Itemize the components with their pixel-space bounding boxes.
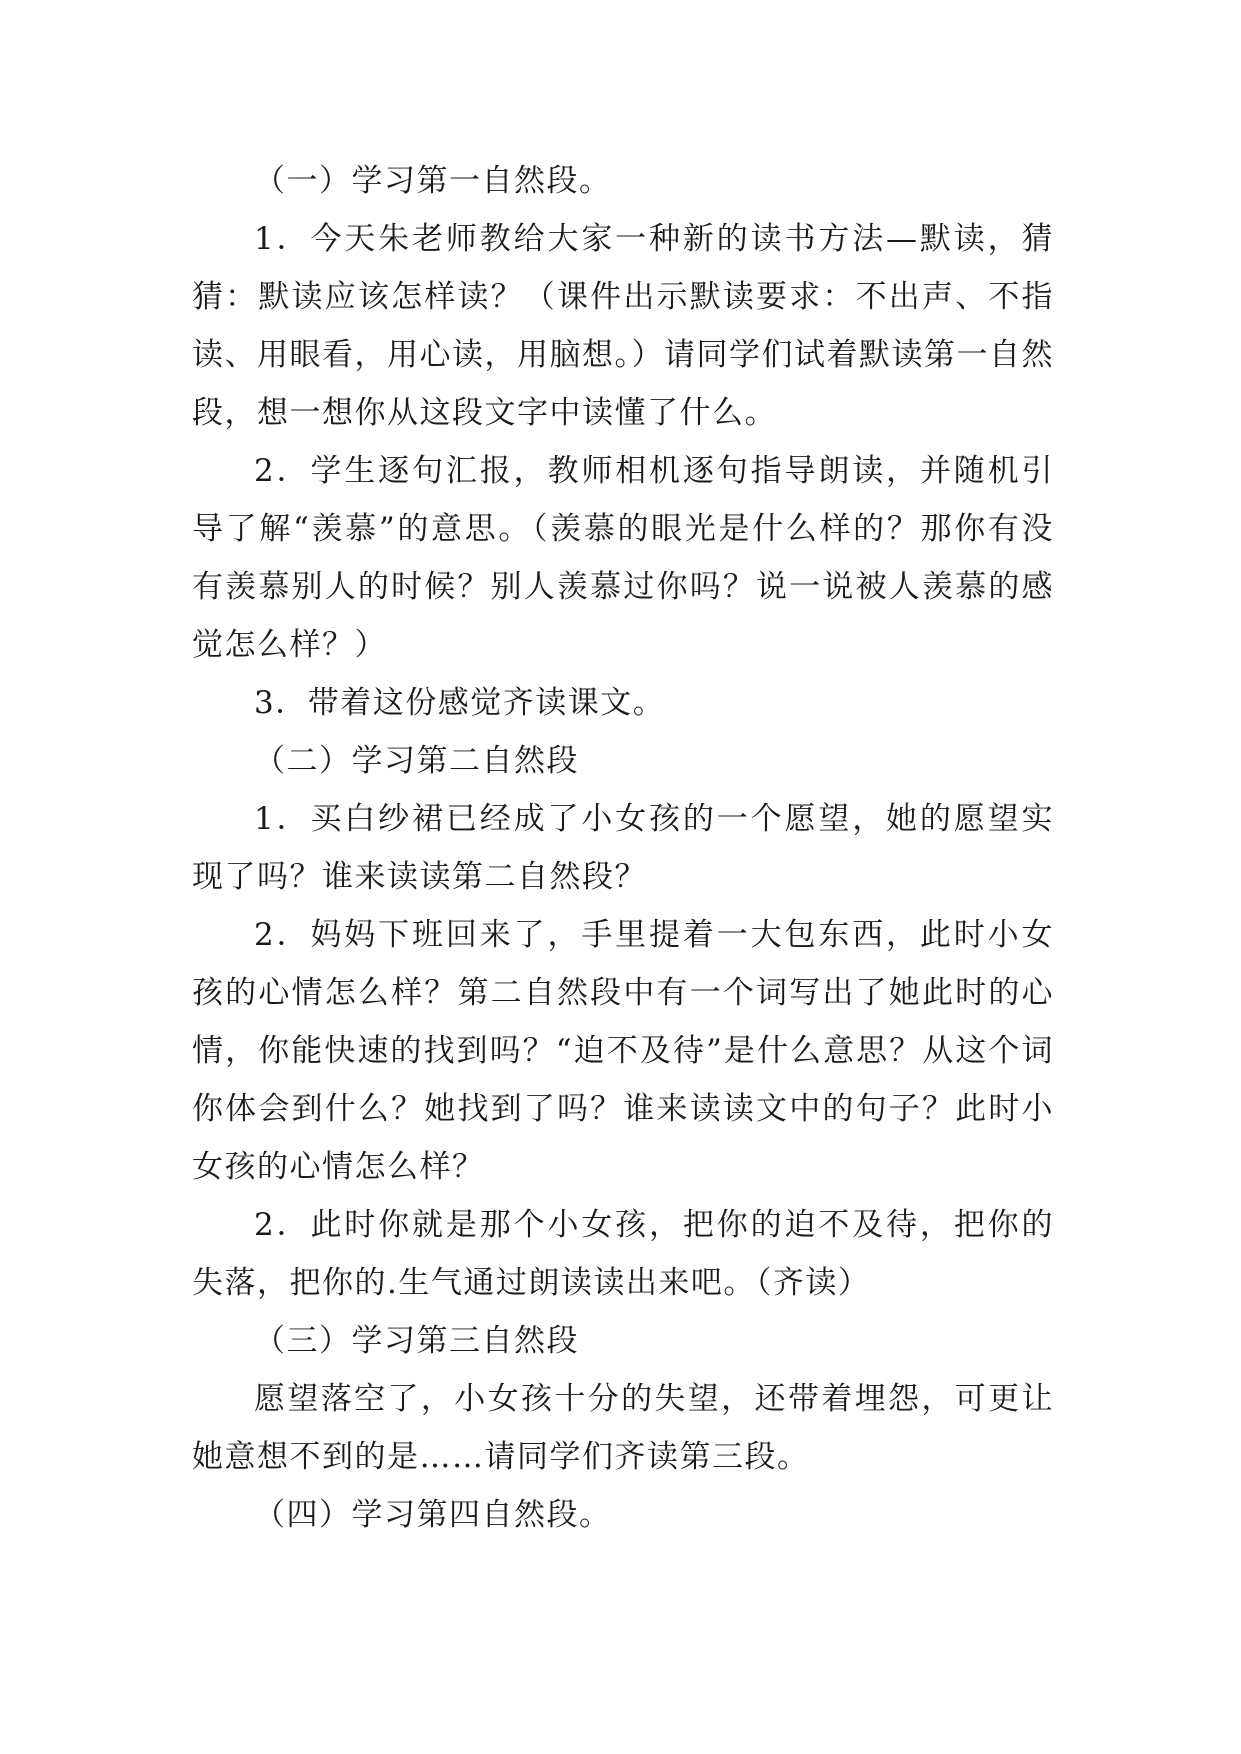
paragraph-1-2: 2．学生逐句汇报，教师相机逐句指导朗读，并随机引导了解“羡慕”的意思。（羡慕的眼光是什么样的？那你有没有羡慕别人的时候？别人羡慕过你吗？说一说被人羡慕的感觉怎么样？）: [192, 453, 1054, 663]
document-body: [192, 152, 1054, 1544]
paragraph-1-1: 1．今天朱老师教给大家一种新的读书方法—默读，猜猜：默读应该怎样读？（课件出示默读要求：不出声、不指读、用眼看，用心读，用脑想。）请同学们试着默读第一自然段，想一想你从这段文字中读懂了什么。: [192, 221, 1054, 431]
paragraph-1-3: 3．带着这份感觉齐读课文。: [254, 685, 666, 721]
paragraph-3-1: 愿望落空了，小女孩十分的失望，还带着埋怨，可更让她意想不到的是……请同学们齐读第三段。: [192, 1381, 1054, 1475]
section-heading-1: （一）学习第一自然段。: [254, 163, 612, 199]
section-heading-3: （三）学习第三自然段: [254, 1323, 579, 1359]
paragraph-2-3: 2．此时你就是那个小女孩，把你的迫不及待，把你的失落，把你的.生气通过朗读读出来吧。（齐读）: [192, 1207, 1054, 1301]
section-heading-4: （四）学习第四自然段。: [254, 1497, 612, 1533]
section-heading-2: （二）学习第二自然段: [254, 743, 579, 779]
paragraph-2-1: 1．买白纱裙已经成了小女孩的一个愿望，她的愿望实现了吗？谁来读读第二自然段？: [192, 801, 1054, 895]
paragraph-2-2: 2．妈妈下班回来了，手里提着一大包东西，此时小女孩的心情怎么样？第二自然段中有一个词写出了她此时的心情，你能快速的找到吗？“迫不及待”是什么意思？从这个词你体会到什么？她找到了吗？谁来读读文中的句子？此时小女孩的心情怎么样？: [192, 917, 1054, 1185]
